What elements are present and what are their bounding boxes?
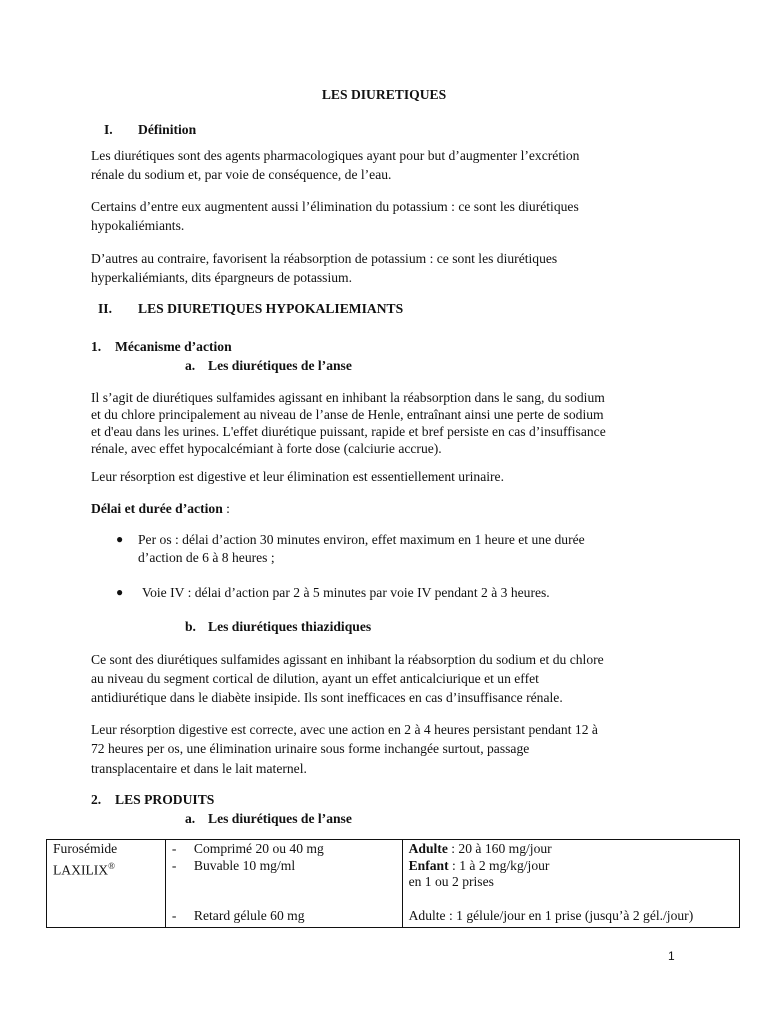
- forms-cell: [165, 840, 402, 928]
- definition-paragraph-1-line-1: Les diurétiques sont des agents pharmacologiques ayant pour but d’augmenter l’excrétion: [91, 148, 580, 163]
- adult-value: : 20 à 160 mg/jour: [447, 841, 552, 856]
- form-2: Buvable 10 mg/ml: [193, 857, 296, 873]
- anse-paragraph-line-4: rénale, avec effet hypocalcémiant à forte dose (calciurie accrue).: [91, 441, 442, 456]
- form-item: [172, 908, 396, 925]
- prises-text: en 1 ou 2 prises: [408, 874, 494, 889]
- section-1-heading: Définition: [138, 122, 197, 137]
- section-2-heading: LES DIURETIQUES HYPOKALIEMIANTS: [138, 301, 404, 316]
- drug-name: Furosémide: [53, 841, 118, 856]
- spacer: [409, 891, 733, 908]
- dash: -: [171, 908, 177, 923]
- anse-paragraph-line-2: et du chlore principalement au niveau de l’anse de Henle, entraînant ainsi une perte de sodium: [91, 407, 604, 422]
- thiazide-paragraph-line-2: au niveau du segment cortical de dilution, ayant un effet anticalciurique et un effet: [91, 671, 539, 686]
- dash: -: [171, 857, 177, 873]
- products-table: [46, 839, 740, 928]
- definition-paragraph-1-line-2: rénale du sodium et, par voie de conséquence, de l’eau.: [91, 167, 392, 182]
- adult-label: Adulte: [408, 841, 448, 856]
- definition-paragraph-3-line-1: D’autres au contraire, favorisent la réabsorption de potassium : ce sont les diurétiques: [91, 251, 558, 266]
- form-item: [172, 841, 396, 858]
- bullet-1-line-2: d’action de 6 à 8 heures ;: [138, 550, 275, 565]
- table-row: [47, 840, 740, 928]
- definition-paragraph-2-line-1: Certains d’entre eux augmentent aussi l’élimination du potassium : ce sont les diurétiques: [91, 199, 579, 214]
- drug-brand: LAXILIX: [53, 862, 109, 878]
- subsection-2a-heading: Les diurétiques de l’anse: [208, 811, 352, 826]
- thiazide-paragraph-2-line-3: transplacentaire et dans le lait maternel.: [91, 761, 307, 776]
- subsection-1a-label: a.: [185, 358, 196, 373]
- definition-paragraph-3-line-2: hyperkaliémiants, dits épargneurs de potassium.: [91, 270, 352, 285]
- adult-dose: [409, 841, 733, 858]
- child-label: Enfant: [408, 857, 449, 873]
- anse-paragraph-line-1: Il s’agit de diurétiques sulfamides agissant en inhibant la réabsorption dans le sang, du sodium: [91, 390, 605, 405]
- subsection-1-heading: Mécanisme d’action: [115, 339, 232, 354]
- section-1-number: I.: [104, 122, 113, 137]
- bullet-dot: ●: [116, 585, 124, 599]
- form-item: [172, 858, 396, 875]
- subsection-2a-label: a.: [185, 811, 196, 826]
- delai-colon: :: [222, 501, 230, 516]
- bullet-dot: ●: [116, 532, 124, 546]
- thiazide-paragraph-2-line-1: Leur résorption digestive est correcte, avec une action en 2 à 4 heures persistant pendant 12 à: [91, 722, 598, 737]
- delai-line: [91, 500, 691, 517]
- document-title: LES DIURETIQUES: [321, 87, 447, 102]
- subsection-1b-label: b.: [185, 619, 196, 634]
- child-value: : 1 à 2 mg/kg/jour: [448, 857, 550, 873]
- thiazide-paragraph-2-line-2: 72 heures per os, une élimination urinaire sous forme inchangée surtout, passage: [91, 741, 530, 756]
- subsection-2-heading: LES PRODUITS: [115, 792, 215, 807]
- dash: -: [171, 841, 177, 856]
- registered-mark: ®: [108, 860, 115, 871]
- spacer: [172, 874, 396, 908]
- page-number: 1: [668, 949, 675, 963]
- thiazide-paragraph-line-3: antidiurétique dans le diabète insipide. Ils sont inefficaces en cas d’insuffisance rénale.: [91, 690, 563, 705]
- subsection-1-number: 1.: [91, 339, 102, 354]
- definition-paragraph-2-line-2: hypokaliémiants.: [91, 218, 185, 233]
- subsection-2-number: 2.: [91, 792, 102, 807]
- drug-brand-line: [53, 858, 159, 879]
- form-1: Comprimé 20 ou 40 mg: [193, 841, 324, 856]
- bullet-2: Voie IV : délai d’action par 2 à 5 minutes par voie IV pendant 2 à 3 heures.: [142, 585, 550, 600]
- anse-paragraph-line-3: et d'eau dans les urines. L'effet diurétique puissant, rapide et bref persiste en cas d’insuffisance: [91, 424, 606, 439]
- drug-cell: [47, 840, 166, 928]
- form-3: Retard gélule 60 mg: [193, 908, 305, 923]
- subsection-1b-heading: Les diurétiques thiazidiques: [208, 619, 372, 634]
- bullet-1-line-1: Per os : délai d’action 30 minutes environ, effet maximum en 1 heure et une durée: [138, 532, 585, 547]
- retard-dose: Adulte : 1 gélule/jour en 1 prise (jusqu’à 2 gél./jour): [408, 907, 694, 923]
- child-dose: [409, 858, 733, 875]
- thiazide-paragraph-line-1: Ce sont des diurétiques sulfamides agissant en inhibant la réabsorption du sodium et du chlore: [91, 652, 604, 667]
- dosage-cell: [402, 840, 739, 928]
- subsection-1a-heading: Les diurétiques de l’anse: [208, 358, 352, 373]
- section-2-number: II.: [98, 301, 112, 316]
- anse-paragraph-2: Leur résorption est digestive et leur élimination est essentiellement urinaire.: [91, 469, 504, 484]
- delai-label: Délai et durée d’action: [91, 501, 223, 516]
